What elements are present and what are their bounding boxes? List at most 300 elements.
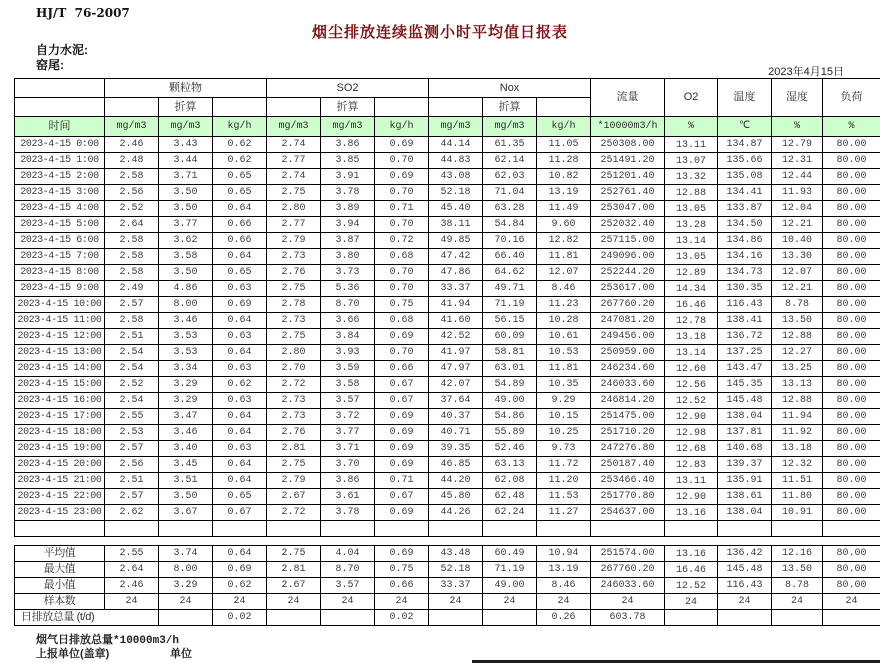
daily-total-cell: 0.02 (213, 610, 267, 626)
value-cell: 80.00 (823, 153, 880, 169)
value-cell: 2.77 (267, 217, 321, 233)
value-cell: 9.73 (537, 441, 591, 457)
value-cell: 80.00 (823, 281, 880, 297)
value-cell: 80.00 (823, 409, 880, 425)
value-cell: 3.53 (159, 345, 213, 361)
value-cell: 250187.40 (591, 457, 665, 473)
value-cell: 2.48 (105, 153, 159, 169)
value-cell: 12.90 (665, 489, 718, 505)
time-cell: 2023-4-15 17:00 (15, 409, 105, 425)
value-cell: 2.56 (105, 457, 159, 473)
value-cell: 3.43 (159, 137, 213, 153)
value-cell: 80.00 (823, 393, 880, 409)
value-cell: 80.00 (823, 249, 880, 265)
unit-cell: % (823, 117, 880, 137)
value-cell: 40.71 (429, 425, 483, 441)
value-cell: 0.70 (375, 185, 429, 201)
time-cell: 2023-4-15 16:00 (15, 393, 105, 409)
value-cell: 251201.40 (591, 169, 665, 185)
summary-value-cell: 0.69 (213, 562, 267, 578)
table-row (15, 345, 880, 361)
summary-value-cell: 16.46 (665, 562, 718, 578)
empty-cell (537, 521, 591, 537)
value-cell: 4.86 (159, 281, 213, 297)
value-cell: 3.50 (159, 489, 213, 505)
value-cell: 2.55 (105, 409, 159, 425)
summary-value-cell: 60.49 (483, 546, 537, 562)
summary-value-cell: 12.52 (665, 578, 718, 594)
value-cell: 11.28 (537, 153, 591, 169)
value-cell: 60.09 (483, 329, 537, 345)
value-cell: 12.82 (537, 233, 591, 249)
value-cell: 11.92 (772, 425, 823, 441)
value-cell: 0.69 (375, 409, 429, 425)
value-cell: 80.00 (823, 425, 880, 441)
time-cell: 2023-4-15 23:00 (15, 505, 105, 521)
time-cell: 2023-4-15 1:00 (15, 153, 105, 169)
value-cell: 9.60 (537, 217, 591, 233)
summary-value-cell: 80.00 (823, 562, 880, 578)
value-cell: 3.77 (159, 217, 213, 233)
value-cell: 12.83 (665, 457, 718, 473)
value-cell: 38.11 (429, 217, 483, 233)
value-cell: 47.97 (429, 361, 483, 377)
unit-cell: mg/m3 (429, 117, 483, 137)
daily-total-cell (267, 610, 321, 626)
value-cell: 0.71 (375, 201, 429, 217)
daily-total-cell (483, 610, 537, 626)
value-cell: 58.81 (483, 345, 537, 361)
summary-value-cell: 24 (591, 594, 665, 610)
value-cell: 71.04 (483, 185, 537, 201)
value-cell: 10.25 (537, 425, 591, 441)
value-cell: 3.86 (321, 137, 375, 153)
empty-cell (375, 521, 429, 537)
value-cell: 0.70 (375, 281, 429, 297)
blank-cell (213, 98, 267, 117)
empty-cell (665, 521, 718, 537)
summary-value-cell: 2.67 (267, 578, 321, 594)
value-cell: 11.53 (537, 489, 591, 505)
value-cell: 47.42 (429, 249, 483, 265)
time-cell: 2023-4-15 13:00 (15, 345, 105, 361)
summary-value-cell: 52.18 (429, 562, 483, 578)
value-cell: 0.64 (213, 457, 267, 473)
value-cell: 11.20 (537, 473, 591, 489)
value-cell: 0.66 (213, 217, 267, 233)
value-cell: 257115.00 (591, 233, 665, 249)
value-cell: 3.86 (321, 473, 375, 489)
value-cell: 80.00 (823, 233, 880, 249)
value-cell: 80.00 (823, 297, 880, 313)
table-row (15, 409, 880, 425)
daily-total-cell: 0.02 (375, 610, 429, 626)
summary-value-cell: 0.62 (213, 578, 267, 594)
value-cell: 12.60 (665, 361, 718, 377)
summary-value-cell: 8.00 (159, 562, 213, 578)
value-cell: 0.68 (375, 313, 429, 329)
footer-note: 烟气日排放总量*10000m3/h (36, 635, 180, 647)
daily-total-cell: 603.78 (591, 610, 665, 626)
value-cell: 2.73 (267, 393, 321, 409)
value-cell: 2.49 (105, 281, 159, 297)
value-cell: 8.46 (537, 281, 591, 297)
value-cell: 0.64 (213, 249, 267, 265)
corner-cell (15, 79, 105, 98)
value-cell: 12.31 (772, 153, 823, 169)
summary-value-cell: 2.64 (105, 562, 159, 578)
subheader-converted: 折算 (483, 98, 537, 117)
time-cell: 2023-4-15 0:00 (15, 137, 105, 153)
value-cell: 0.64 (213, 473, 267, 489)
value-cell: 137.81 (718, 425, 772, 441)
value-cell: 13.07 (665, 153, 718, 169)
value-cell: 3.59 (321, 361, 375, 377)
value-cell: 3.67 (159, 505, 213, 521)
value-cell: 80.00 (823, 313, 880, 329)
value-cell: 253047.00 (591, 201, 665, 217)
value-cell: 2.53 (105, 425, 159, 441)
summary-value-cell: 24 (321, 594, 375, 610)
value-cell: 135.91 (718, 473, 772, 489)
summary-row (15, 578, 880, 594)
value-cell: 2.72 (267, 505, 321, 521)
time-cell: 2023-4-15 3:00 (15, 185, 105, 201)
value-cell: 13.14 (665, 345, 718, 361)
value-cell: 11.93 (772, 185, 823, 201)
value-cell: 134.87 (718, 137, 772, 153)
value-cell: 2.73 (267, 249, 321, 265)
value-cell: 3.46 (159, 313, 213, 329)
value-cell: 49.00 (483, 393, 537, 409)
unit-cell: mg/m3 (159, 117, 213, 137)
value-cell: 55.89 (483, 425, 537, 441)
time-cell: 2023-4-15 14:00 (15, 361, 105, 377)
value-cell: 2.62 (105, 505, 159, 521)
value-cell: 2.75 (267, 185, 321, 201)
summary-value-cell: 251574.00 (591, 546, 665, 562)
value-cell: 0.65 (213, 185, 267, 201)
value-cell: 0.67 (375, 393, 429, 409)
value-cell: 2.57 (105, 489, 159, 505)
value-cell: 10.91 (772, 505, 823, 521)
value-cell: 80.00 (823, 169, 880, 185)
blank-cell (537, 98, 591, 117)
value-cell: 33.37 (429, 281, 483, 297)
table-row (15, 377, 880, 393)
value-cell: 12.56 (665, 377, 718, 393)
time-cell: 2023-4-15 22:00 (15, 489, 105, 505)
summary-value-cell: 3.29 (159, 578, 213, 594)
value-cell: 11.51 (772, 473, 823, 489)
unit-cell: kg/h (213, 117, 267, 137)
value-cell: 2.75 (267, 329, 321, 345)
value-cell: 134.86 (718, 233, 772, 249)
value-cell: 3.91 (321, 169, 375, 185)
value-cell: 54.84 (483, 217, 537, 233)
summary-value-cell: 24 (105, 594, 159, 610)
report-title: 烟尘排放连续监测小时平均值日报表 (311, 24, 568, 41)
empty-cell (823, 521, 880, 537)
value-cell: 13.14 (665, 233, 718, 249)
value-cell: 12.32 (772, 457, 823, 473)
value-cell: 3.78 (321, 185, 375, 201)
group-so2: SO2 (267, 79, 429, 98)
summary-value-cell: 2.46 (105, 578, 159, 594)
value-cell: 3.78 (321, 505, 375, 521)
value-cell: 3.46 (159, 425, 213, 441)
value-cell: 80.00 (823, 457, 880, 473)
summary-value-cell: 24 (718, 594, 772, 610)
value-cell: 62.24 (483, 505, 537, 521)
value-cell: 251475.00 (591, 409, 665, 425)
unit-cell: % (665, 117, 718, 137)
blank-cell (267, 98, 321, 117)
value-cell: 46.85 (429, 457, 483, 473)
summary-value-cell: 12.16 (772, 546, 823, 562)
value-cell: 0.65 (213, 169, 267, 185)
value-cell: 54.89 (483, 377, 537, 393)
group-particulate: 颗粒物 (105, 79, 267, 98)
value-cell: 12.88 (772, 393, 823, 409)
summary-value-cell: 2.55 (105, 546, 159, 562)
value-cell: 66.40 (483, 249, 537, 265)
empty-cell (105, 521, 159, 537)
summary-value-cell: 24 (429, 594, 483, 610)
value-cell: 138.61 (718, 489, 772, 505)
time-cell: 2023-4-15 19:00 (15, 441, 105, 457)
value-cell: 0.63 (213, 361, 267, 377)
value-cell: 2.58 (105, 265, 159, 281)
value-cell: 3.34 (159, 361, 213, 377)
time-cell: 2023-4-15 20:00 (15, 457, 105, 473)
value-cell: 5.36 (321, 281, 375, 297)
value-cell: 2.76 (267, 425, 321, 441)
table-row (15, 361, 880, 377)
value-cell: 250959.00 (591, 345, 665, 361)
value-cell: 138.04 (718, 409, 772, 425)
value-cell: 0.70 (375, 345, 429, 361)
value-cell: 42.52 (429, 329, 483, 345)
report-unit-label: 上报单位(盖章) (36, 648, 110, 660)
summary-value-cell: 8.70 (321, 562, 375, 578)
value-cell: 54.86 (483, 409, 537, 425)
blank-cell (15, 98, 105, 117)
subheader-converted: 折算 (321, 98, 375, 117)
value-cell: 13.19 (537, 185, 591, 201)
value-cell: 249456.00 (591, 329, 665, 345)
value-cell: 145.48 (718, 393, 772, 409)
time-cell: 2023-4-15 18:00 (15, 425, 105, 441)
summary-table (14, 545, 880, 626)
value-cell: 3.94 (321, 217, 375, 233)
summary-value-cell: 267760.20 (591, 562, 665, 578)
value-cell: 134.41 (718, 185, 772, 201)
daily-total-cell (718, 610, 772, 626)
value-cell: 0.64 (213, 201, 267, 217)
value-cell: 10.40 (772, 233, 823, 249)
value-cell: 2.57 (105, 441, 159, 457)
value-cell: 3.61 (321, 489, 375, 505)
summary-value-cell: 43.48 (429, 546, 483, 562)
value-cell: 12.21 (772, 217, 823, 233)
value-cell: 116.43 (718, 297, 772, 313)
value-cell: 3.58 (159, 249, 213, 265)
value-cell: 3.93 (321, 345, 375, 361)
daily-total-cell (321, 610, 375, 626)
value-cell: 61.35 (483, 137, 537, 153)
empty-cell (159, 521, 213, 537)
value-cell: 70.16 (483, 233, 537, 249)
value-cell: 11.72 (537, 457, 591, 473)
value-cell: 80.00 (823, 185, 880, 201)
value-cell: 0.65 (213, 265, 267, 281)
value-cell: 80.00 (823, 217, 880, 233)
value-cell: 45.40 (429, 201, 483, 217)
value-cell: 3.89 (321, 201, 375, 217)
value-cell: 130.35 (718, 281, 772, 297)
value-cell: 56.15 (483, 313, 537, 329)
time-cell: 2023-4-15 6:00 (15, 233, 105, 249)
column-humidity: 湿度 (772, 79, 823, 117)
value-cell: 3.29 (159, 393, 213, 409)
value-cell: 44.14 (429, 137, 483, 153)
summary-value-cell: 145.48 (718, 562, 772, 578)
summary-value-cell: 24 (159, 594, 213, 610)
time-cell: 2023-4-15 5:00 (15, 217, 105, 233)
summary-value-cell: 10.94 (537, 546, 591, 562)
summary-value-cell: 3.74 (159, 546, 213, 562)
value-cell: 10.82 (537, 169, 591, 185)
empty-cell (15, 521, 105, 537)
summary-value-cell: 13.16 (665, 546, 718, 562)
value-cell: 134.73 (718, 265, 772, 281)
data-table (14, 78, 880, 537)
value-cell: 0.65 (213, 489, 267, 505)
column-o2: O2 (665, 79, 718, 117)
value-cell: 251770.80 (591, 489, 665, 505)
value-cell: 0.62 (213, 137, 267, 153)
value-cell: 80.00 (823, 265, 880, 281)
empty-cell (772, 521, 823, 537)
value-cell: 252761.40 (591, 185, 665, 201)
value-cell: 3.53 (159, 329, 213, 345)
time-cell: 2023-4-15 12:00 (15, 329, 105, 345)
unit-cell: mg/m3 (483, 117, 537, 137)
value-cell: 11.49 (537, 201, 591, 217)
value-cell: 64.62 (483, 265, 537, 281)
value-cell: 0.68 (375, 249, 429, 265)
value-cell: 2.52 (105, 201, 159, 217)
table-row (15, 249, 880, 265)
table-row (15, 489, 880, 505)
value-cell: 42.07 (429, 377, 483, 393)
value-cell: 2.76 (267, 265, 321, 281)
value-cell: 11.94 (772, 409, 823, 425)
summary-value-cell: 13.19 (537, 562, 591, 578)
report-date: 2023年4月15日 (768, 66, 844, 78)
value-cell: 11.80 (772, 489, 823, 505)
value-cell: 136.72 (718, 329, 772, 345)
empty-cell (267, 521, 321, 537)
value-cell: 246234.60 (591, 361, 665, 377)
summary-label: 最大值 (15, 562, 105, 578)
table-row (15, 281, 880, 297)
value-cell: 0.69 (375, 505, 429, 521)
value-cell: 2.81 (267, 441, 321, 457)
value-cell: 2.51 (105, 473, 159, 489)
summary-value-cell: 24 (665, 594, 718, 610)
value-cell: 62.14 (483, 153, 537, 169)
value-cell: 71.19 (483, 297, 537, 313)
empty-cell (321, 521, 375, 537)
blank-cell (375, 98, 429, 117)
value-cell: 10.53 (537, 345, 591, 361)
value-cell: 13.11 (665, 137, 718, 153)
table-row (15, 425, 880, 441)
time-column-header: 时间 (15, 117, 105, 137)
value-cell: 0.69 (375, 329, 429, 345)
summary-value-cell: 24 (823, 594, 880, 610)
value-cell: 3.45 (159, 457, 213, 473)
value-cell: 41.97 (429, 345, 483, 361)
value-cell: 0.69 (375, 441, 429, 457)
value-cell: 0.63 (213, 281, 267, 297)
value-cell: 45.80 (429, 489, 483, 505)
value-cell: 2.64 (105, 217, 159, 233)
value-cell: 49.85 (429, 233, 483, 249)
time-cell: 2023-4-15 15:00 (15, 377, 105, 393)
value-cell: 3.77 (321, 425, 375, 441)
value-cell: 2.80 (267, 201, 321, 217)
group-nox: Nox (429, 79, 591, 98)
time-cell: 2023-4-15 8:00 (15, 265, 105, 281)
summary-label: 平均值 (15, 546, 105, 562)
value-cell: 13.30 (772, 249, 823, 265)
value-cell: 80.00 (823, 473, 880, 489)
summary-value-cell: 136.42 (718, 546, 772, 562)
value-cell: 251491.20 (591, 153, 665, 169)
value-cell: 253466.40 (591, 473, 665, 489)
value-cell: 254637.00 (591, 505, 665, 521)
summary-value-cell: 8.46 (537, 578, 591, 594)
summary-value-cell: 0.69 (375, 546, 429, 562)
value-cell: 246033.60 (591, 377, 665, 393)
summary-value-cell: 24 (375, 594, 429, 610)
summary-value-cell: 80.00 (823, 546, 880, 562)
value-cell: 2.58 (105, 313, 159, 329)
value-cell: 3.85 (321, 153, 375, 169)
value-cell: 40.37 (429, 409, 483, 425)
summary-value-cell: 246033.60 (591, 578, 665, 594)
unit-cell: *10000m3/h (591, 117, 665, 137)
table-row (15, 265, 880, 281)
value-cell: 3.47 (159, 409, 213, 425)
value-cell: 2.78 (267, 297, 321, 313)
column-temperature: 温度 (718, 79, 772, 117)
value-cell: 0.63 (213, 329, 267, 345)
value-cell: 0.71 (375, 473, 429, 489)
value-cell: 62.48 (483, 489, 537, 505)
daily-total-cell (772, 610, 823, 626)
value-cell: 0.67 (213, 505, 267, 521)
summary-value-cell: 13.50 (772, 562, 823, 578)
value-cell: 2.46 (105, 137, 159, 153)
value-cell: 252032.40 (591, 217, 665, 233)
value-cell: 2.57 (105, 297, 159, 313)
value-cell: 12.27 (772, 345, 823, 361)
value-cell: 3.51 (159, 473, 213, 489)
